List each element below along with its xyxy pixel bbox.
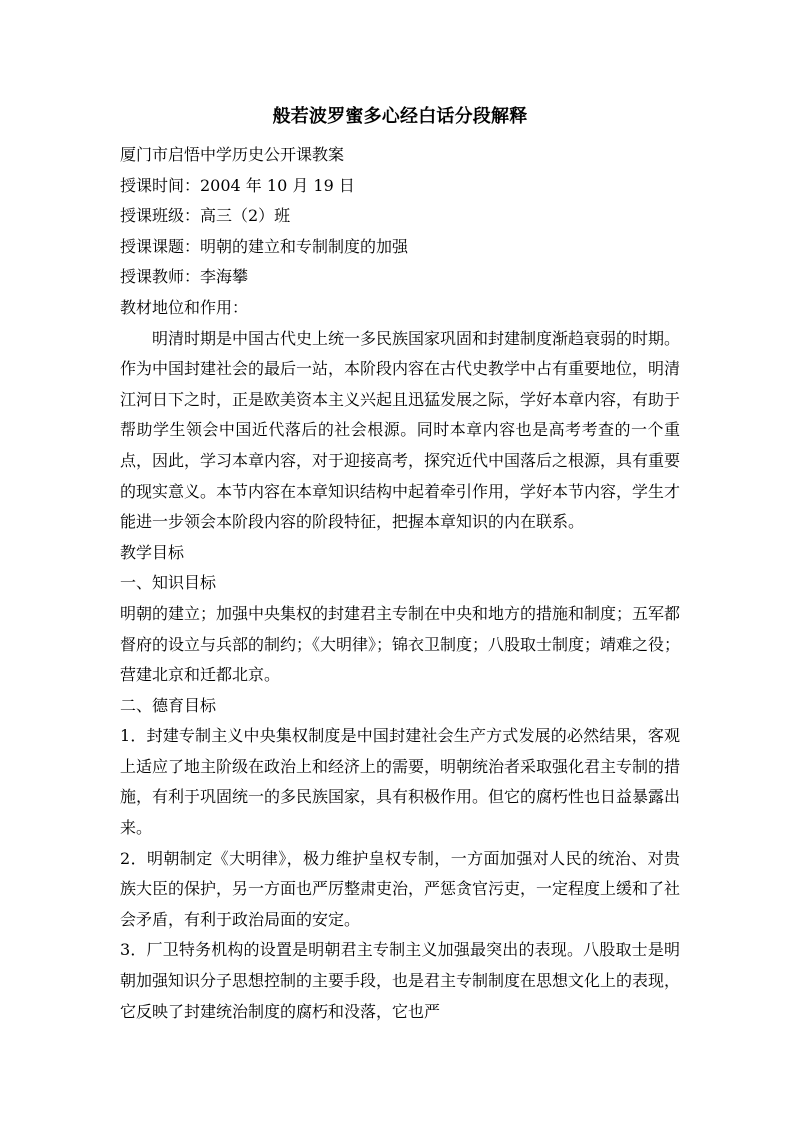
moral-item-3: 3．厂卫特务机构的设置是明朝君主专制主义加强最突出的表现。八股取士是明朝加强知识分子思想控制的主要手段，也是君主专制制度在思想文化上的表现，它反映了封建统治制度的腐朽和没落，它也严 [120,940,681,1021]
lesson-topic: 授课课题：明朝的建立和专制制度的加强 [120,236,409,256]
moral-item-2: 2．明朝制定《大明律》，极力维护皇权专制，一方面加强对人民的统治、对贵族大臣的保护，另一方面也严厉整肃吏治，严惩贪官污吏，一定程度上缓和了社会矛盾，有利于政治局面的安定。 [120,848,681,929]
document-content [120,102,680,1027]
lesson-class: 授课班级：高三（2）班 [120,206,291,226]
goals-heading: 教学目标 [120,542,185,562]
role-heading: 教材地位和作用： [120,297,249,317]
knowledge-text: 明朝的建立；加强中央集权的封建君主专制在中央和地方的措施和制度；五军都督府的设立与兵部的制约；《大明律》；锦衣卫制度；八股取士制度；靖难之役；营建北京和迁都北京。 [120,603,681,685]
school-line: 厦门市启悟中学历史公开课教案 [120,145,345,164]
document-title: 般若波罗蜜多心经白话分段解释 [272,106,528,127]
knowledge-heading: 一、知识目标 [120,573,217,593]
moral-heading: 二、德育目标 [120,695,217,715]
moral-item-1: 1．封建专制主义中央集权制度是中国封建社会生产方式发展的必然结果，客观上适应了地主阶级在政治上和经济上的需要，明朝统治者采取强化君主专制的措施，有利于巩固统一的多民族国家，具有积极作用。但它的腐朽性也日益暴露出来。 [120,726,681,838]
lesson-teacher: 授课教师：李海攀 [120,267,249,287]
role-paragraph: 明清时期是中国古代史上统一多民族国家巩固和封建制度渐趋衰弱的时期。作为中国封建社会的最后一站，本阶段内容在古代史教学中占有重要地位，明清江河日下之时，正是欧美资本主义兴起且迅猛发展之际，学好本章内容，有助于帮助学生领会中国近代落后的社会根源。同时本章内容也是高考考查的一个重点，因此，学习本章内容，对于迎接高考，探究近代中国落后之根源，具有重要的现实意义。本节内容在本章知识结构中起着牵引作用，学好本节内容，学生才能进一步领会本阶段内容的阶段特征，把握本章知识的内在联系。 [120,328,681,532]
lesson-time: 授课时间：2004 年 10 月 19 日 [120,175,355,195]
